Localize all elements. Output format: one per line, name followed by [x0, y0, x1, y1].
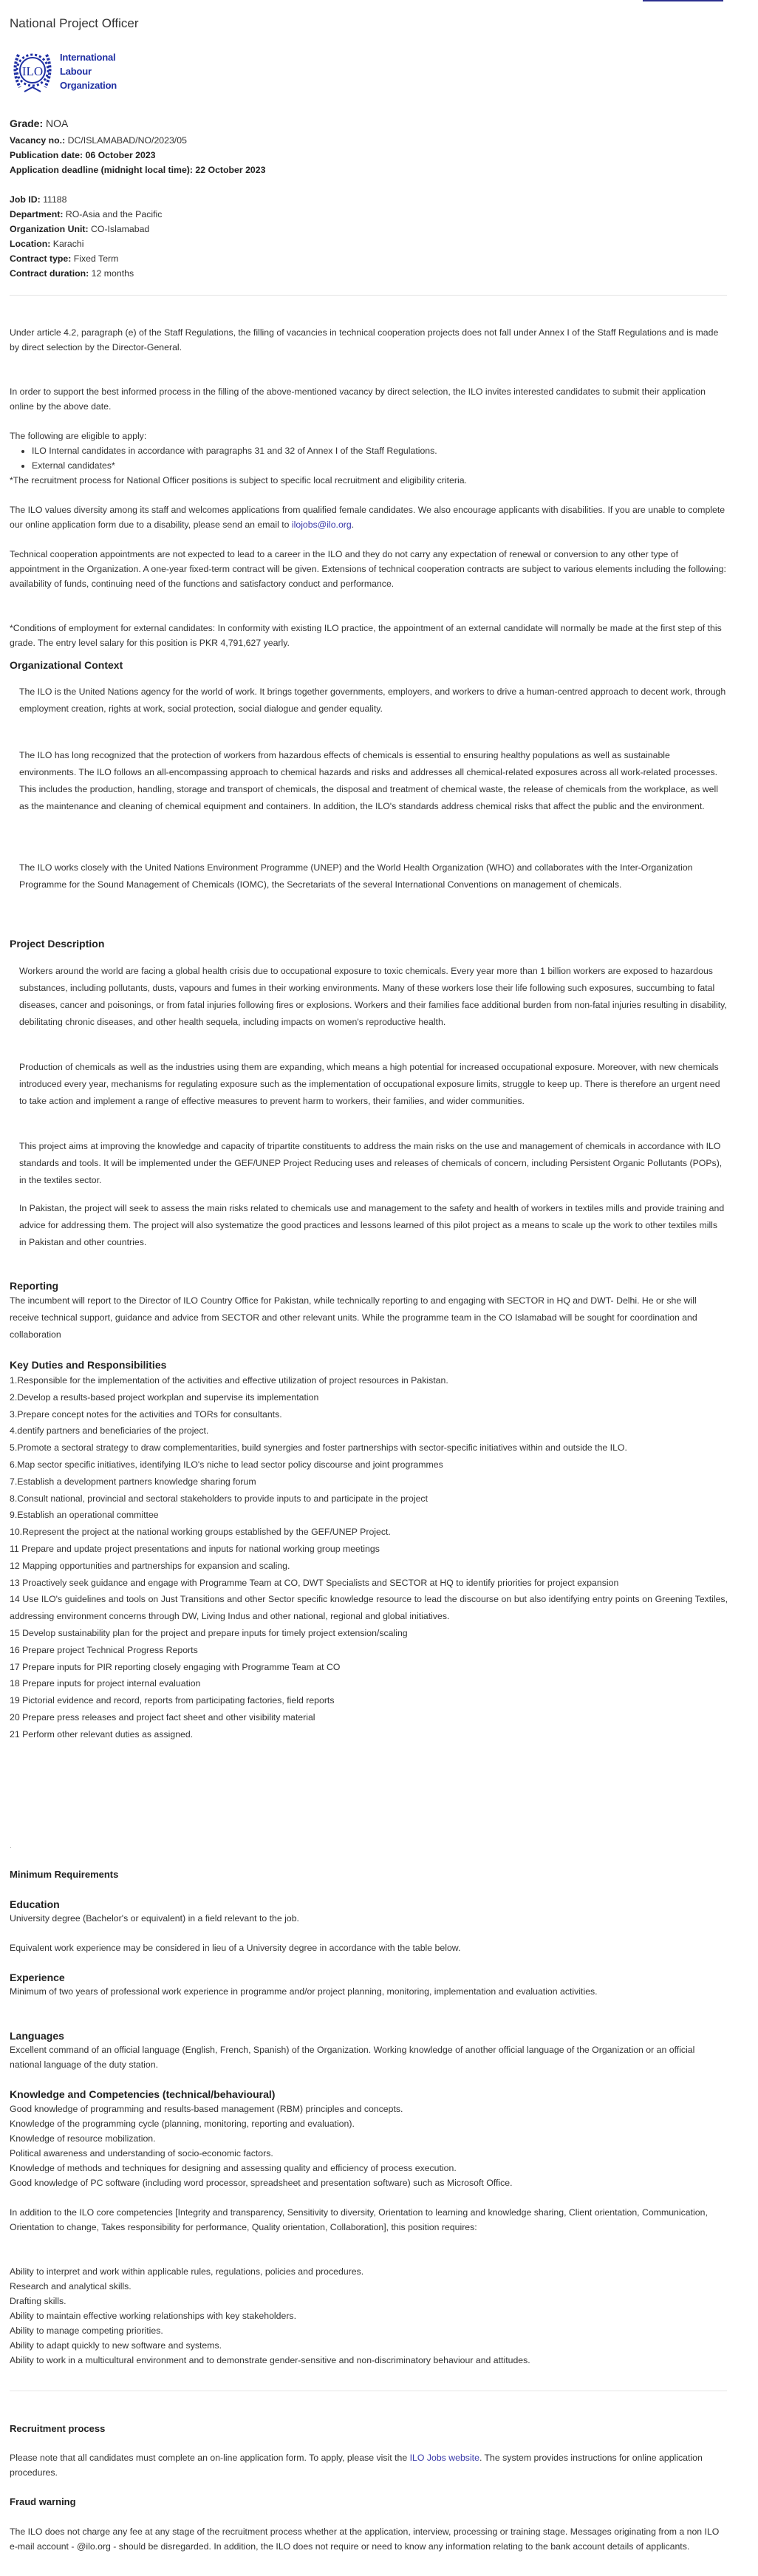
stray-dot — [10, 1847, 11, 1848]
diversity-text: The ILO values diversity among its staff and welcomes applications from qualified female candidates. We also encourage applicants with disabilities. If you are unable to complete our online application form due to a disability, please send an email to — [10, 505, 725, 530]
project-description-heading: Project Description — [10, 938, 105, 950]
detail-label: Department: — [10, 209, 64, 219]
knowledge-item: Knowledge of the programming cycle (planning, monitoring, reporting and evaluation). — [10, 2119, 355, 2129]
deadline-value: 22 October 2023 — [195, 165, 266, 175]
experience-heading: Experience — [10, 1972, 65, 1983]
publication-label: Publication date: — [10, 150, 83, 160]
svg-text:ILO: ILO — [21, 64, 44, 78]
eligibility — [10, 429, 728, 488]
job-details — [10, 192, 728, 281]
detail-label: Contract duration: — [10, 268, 89, 279]
fraud-warning-heading: Fraud warning — [10, 2496, 76, 2507]
project-paragraph: Production of chemicals as well as the industries using them are expanding, which means a high potential for increased occupational exposure. Moreover, with new chemicals introduced every year, mechanisms for regulating exposure such as the implementation of occupational exposure limits, struggle to keep up. There is therefore an urgent need to take action and implement a range of effective measures to prevent harm to workers, their families, and wider communities. — [19, 1062, 720, 1106]
logo-line: Labour — [60, 65, 92, 77]
invite-paragraph: In order to support the best informed process in the filling of the above-mentioned vacancy by direct selection, the ILO invites interested candidates to submit their application online by the above date. — [10, 386, 706, 412]
detail-value: Karachi — [52, 239, 84, 249]
logo-wordmark — [60, 50, 117, 92]
deadline-label: Application deadline (midnight local time): — [10, 165, 193, 175]
ilo-jobs-link[interactable]: ILO Jobs website — [409, 2453, 479, 2463]
project-paragraph: In Pakistan, the project will seek to assess the main risks related to chemicals use and management to the safety and health of workers in textiles mills and provide training and advice for addressing them. The project will also systematize the good practices and lessons learned of this pilot project as a means to scale up the work to other textiles mills in Pakistan and other countries. — [19, 1203, 725, 1247]
project-paragraph: Workers around the world are facing a global health crisis due to occupational exposure to toxic chemicals. Every year more than 1 billion workers are exposed to hazardous substances, including pollutants, dusts, vapours and fumes in their working environments. Many of these workers lose their life following such exposures, succumbing to fatal diseases, cancer and poisonings, or from fatal injuries following fires or explosions. Workers and their families face additional burden from non-fatal injuries resulting in disability, debilitating chronic diseases, and other health sequela, including impacts on women's reproductive health. — [19, 966, 727, 1027]
reporting-text: The incumbent will report to the Director of ILO Country Office for Pakistan, while technically reporting to and engaging with SECTOR in HQ and DWT- Delhi. He or she will receive technical support, guidance and advice from SECTOR and other relevant units. While the programme team in the CO Islamabad will be sought for coordination and collaboration — [10, 1295, 697, 1340]
duties-list — [10, 1372, 728, 1743]
ability-item: Ability to interpret and work within applicable rules, regulations, policies and procedures. — [10, 2266, 364, 2277]
education-heading: Education — [10, 1898, 60, 1910]
duty-item: 14 Use ILO's guidelines and tools on Just Transitions and other Sector specific knowledge resource to lead the discourse on but also identifying entry points on Greening Textiles, addressing environment concerns through DW, Living Indus and other national, regional and global initiatives. — [10, 1594, 728, 1622]
detail-row — [10, 222, 728, 236]
grade — [10, 115, 728, 132]
publication-value: 06 October 2023 — [85, 150, 156, 160]
duty-item: 4.dentify partners and beneficiaries of the project. — [10, 1425, 209, 1437]
education-equivalent-text: Equivalent work experience may be considered in lieu of a University degree in accordance with the table below. — [10, 1943, 461, 1953]
list-item: • External candidates* — [32, 458, 728, 473]
experience-text: Minimum of two years of professional work experience in programme and/or project planning, monitoring, implementation and evaluation activities. — [10, 1986, 598, 1997]
eligibility-note: *The recruitment process for National Officer positions is subject to specific local recruitment and eligibility criteria. — [10, 475, 467, 485]
detail-label: Organization Unit: — [10, 224, 89, 234]
detail-value: Fixed Term — [73, 253, 119, 264]
duty-item: 20 Prepare press releases and project fact sheet and other visibility material — [10, 1711, 315, 1723]
technical-cooperation-paragraph: Technical cooperation appointments are not expected to lead to a career in the ILO and they do not carry any expectation of renewal or conversion to any other type of appointment in the Organization. A one-year fixed-term contract will be given. Extensions of technical cooperation contracts are subject to various elements including the following: availability of funds, continuing need of the functions and satisfactory conduct and performance. — [10, 549, 726, 589]
duty-item: 11 Prepare and update project presentations and inputs for national working group meetings — [10, 1543, 380, 1554]
duty-item: 18 Prepare inputs for project internal evaluation — [10, 1678, 201, 1689]
knowledge-item: Knowledge of methods and techniques for designing and assessing quality and efficiency of process execution. — [10, 2163, 457, 2173]
detail-row — [10, 251, 728, 266]
org-context-paragraph: The ILO has long recognized that the protection of workers from hazardous effects of chemicals is essential to ensuring healthy populations as well as sustainable environments. The ILO follows an all-encompassing approach to chemical hazards and risks and addresses all chemical-related exposures across all work-related processes. This includes the production, handling, storage and transport of chemicals, the disposal and treatment of chemical waste, the release of chemicals from the workplace, as well as the maintenance and cleaning of chemical equipment and containers. In addition, the ILO's standards address chemical risks that affect the public and the environment. — [19, 750, 718, 811]
knowledge-item: Good knowledge of PC software (including word processor, spreadsheet and presentation software) such as Microsoft Office. — [10, 2178, 513, 2188]
education-text: University degree (Bachelor's or equivalent) in a field relevant to the job. — [10, 1913, 299, 1924]
grade-value: NOA — [46, 117, 69, 129]
detail-label: Job ID: — [10, 194, 41, 205]
detail-value: 11188 — [43, 194, 67, 205]
diversity-paragraph — [10, 502, 728, 532]
duty-item: 10.Represent the project at the national working groups established by the GEF/UNEP Project. — [10, 1527, 391, 1538]
ability-item: Ability to work in a multicultural environment and to demonstrate gender-sensitive and non-discriminatory behaviour and attitudes. — [10, 2355, 530, 2365]
detail-row — [10, 266, 728, 281]
org-context-paragraph: The ILO works closely with the United Nations Environment Programme (UNEP) and the World Health Organization (WHO) and collaborates with the Inter-Organization Programme for the Sound Management of Chemicals (IOMC), the Secretariats of the several International Conventions on management of chemicals. — [19, 862, 693, 890]
detail-row — [10, 236, 728, 251]
languages-text: Excellent command of an official language (English, French, Spanish) of the Organization. Working knowledge of another official language of the Organization or an official national language of the duty station. — [10, 2045, 695, 2070]
ability-item: Ability to maintain effective working relationships with key stakeholders. — [10, 2311, 296, 2321]
min-requirements-heading: Minimum Requirements — [10, 1869, 119, 1880]
email-link[interactable]: ilojobs@ilo.org — [291, 519, 352, 530]
ability-item: Drafting skills. — [10, 2296, 66, 2306]
duty-item: 21 Perform other relevant duties as assigned. — [10, 1728, 194, 1740]
list-item: • ILO Internal candidates in accordance with paragraphs 31 and 32 of Annex I of the Staff Regulations. — [32, 443, 728, 458]
logo-line: International — [60, 51, 116, 63]
ilo-logo[interactable] — [10, 44, 117, 98]
duty-item: 5.Promote a sectoral strategy to draw complementarities, build synergies and foster partnerships with sector-specific initiatives within and outside the ILO. — [10, 1442, 627, 1454]
vacancy-value: DC/ISLAMABAD/NO/2023/05 — [67, 135, 187, 146]
detail-label: Location: — [10, 239, 51, 249]
ability-item: Research and analytical skills. — [10, 2281, 132, 2292]
knowledge-list — [10, 2102, 728, 2190]
duty-item: 12 Mapping opportunities and partnerships for expansion and scaling. — [10, 1560, 290, 1571]
recruitment-heading: Recruitment process — [10, 2423, 106, 2434]
duty-item: 9.Establish an operational committee — [10, 1510, 159, 1521]
ability-item: Ability to adapt quickly to new software and systems. — [10, 2340, 222, 2351]
duty-item: 13 Proactively seek guidance and engage with Programme Team at CO, DWT Specialists and SECTOR at HQ to identify priorities for project expansion — [10, 1577, 619, 1588]
project-paragraph: This project aims at improving the knowledge and capacity of tripartite constituents to address the main risks on the use and management of chemicals in accordance with ILO standards and tools. It will be implemented under the GEF/UNEP Project Reducing uses and releases of chemicals of concern, including Persistent Organic Pollutants (POPs), in the textiles sector. — [19, 1141, 723, 1185]
knowledge-item: Good knowledge of programming and results-based management (RBM) principles and concepts. — [10, 2104, 403, 2114]
recruitment-text — [10, 2450, 728, 2480]
eligibility-list — [10, 443, 728, 473]
core-competencies-text: In addition to the ILO core competencies [Integrity and transparency, Sensitivity to diversity, Orientation to learning and knowledge sharing, Client orientation, Communication, Orientation to change, Takes responsibility for performance, Quality orientation, Collaboration], this position requires: — [10, 2207, 708, 2232]
knowledge-item: Political awareness and understanding of socio-economic factors. — [10, 2148, 273, 2158]
duty-item: 19 Pictorial evidence and record, reports from participating factories, field reports — [10, 1695, 335, 1706]
duty-item: 16 Prepare project Technical Progress Reports — [10, 1644, 198, 1655]
duty-item: 2.Develop a results-based project workplan and supervise its implementation — [10, 1391, 319, 1403]
detail-row — [10, 192, 728, 207]
duty-item: 6.Map sector specific initiatives, identifying ILO's niche to lead sector policy discourse and joint programmes — [10, 1459, 443, 1470]
recruitment-text-start: Please note that all candidates must complete an on-line application form. To apply, please visit the — [10, 2453, 410, 2463]
org-context-heading: Organizational Context — [10, 659, 123, 671]
detail-row — [10, 207, 728, 222]
ability-item: Ability to manage competing priorities. — [10, 2325, 163, 2336]
reporting-heading: Reporting — [10, 1280, 59, 1292]
detail-value: CO-Islamabad — [91, 224, 150, 234]
page-title: National Project Officer — [10, 16, 139, 30]
vacancy-label: Vacancy no.: — [10, 135, 66, 146]
org-context-paragraph: The ILO is the United Nations agency for the world of work. It brings together governments, employers, and workers to drive a human-centred approach to decent work, through employment creation, rights at work, social protection, social dialogue and gender equality. — [19, 686, 726, 714]
duty-item: 17 Prepare inputs for PIR reporting closely engaging with Programme Team at CO — [10, 1661, 341, 1672]
logo-line: Organization — [60, 79, 117, 91]
duty-item: 15 Develop sustainability plan for the project and prepare inputs for timely project extension/scaling — [10, 1627, 408, 1638]
knowledge-item: Knowledge of resource mobilization. — [10, 2133, 156, 2144]
recruitment-text-end: . The system provides instructions for online application procedures. — [10, 2453, 703, 2478]
languages-heading: Languages — [10, 2030, 64, 2042]
duty-item: 1.Responsible for the implementation of the activities and effective utilization of project resources in Pakistan. — [10, 1375, 448, 1386]
intro-paragraph: Under article 4.2, paragraph (e) of the Staff Regulations, the filling of vacancies in technical cooperation projects does not fall under Annex I of the Staff Regulations and is made by direct selection by the Director-General. — [10, 327, 719, 352]
vacancy-meta — [10, 133, 728, 177]
duties-heading: Key Duties and Responsibilities — [10, 1359, 167, 1371]
duty-item: 3.Prepare concept notes for the activities and TORs for consultants. — [10, 1408, 282, 1420]
top-button-edge[interactable] — [643, 0, 723, 1]
grade-label: Grade: — [10, 117, 44, 129]
detail-value: RO-Asia and the Pacific — [65, 209, 163, 219]
punct: . — [351, 519, 355, 530]
conditions-paragraph: *Conditions of employment for external candidates: In conformity with existing ILO practice, the appointment of an external candidate will normally be made at the first step of this grade. The entry level salary for this position is PKR 4,791,627 yearly. — [10, 623, 722, 648]
duty-item: 7.Establish a development partners knowledge sharing forum — [10, 1476, 256, 1487]
abilities-list — [10, 2264, 728, 2368]
knowledge-heading: Knowledge and Competencies (technical/behavioural) — [10, 2088, 276, 2100]
detail-value: 12 months — [91, 268, 134, 279]
fraud-warning-text: The ILO does not charge any fee at any stage of the recruitment process whether at the application, interview, processing or training stage. Messages originating from a non ILO e-mail account - @ilo.org - should be disregarded. In addition, the ILO does not require or need to know any information relating to the bank account details of applicants. — [10, 2526, 720, 2552]
detail-label: Contract type: — [10, 253, 72, 264]
duty-item: 8.Consult national, provincial and sectoral stakeholders to provide inputs to and participate in the project — [10, 1493, 428, 1504]
eligibility-intro: The following are eligible to apply: — [10, 431, 147, 441]
ilo-emblem-icon — [10, 44, 55, 98]
divider — [10, 295, 727, 296]
